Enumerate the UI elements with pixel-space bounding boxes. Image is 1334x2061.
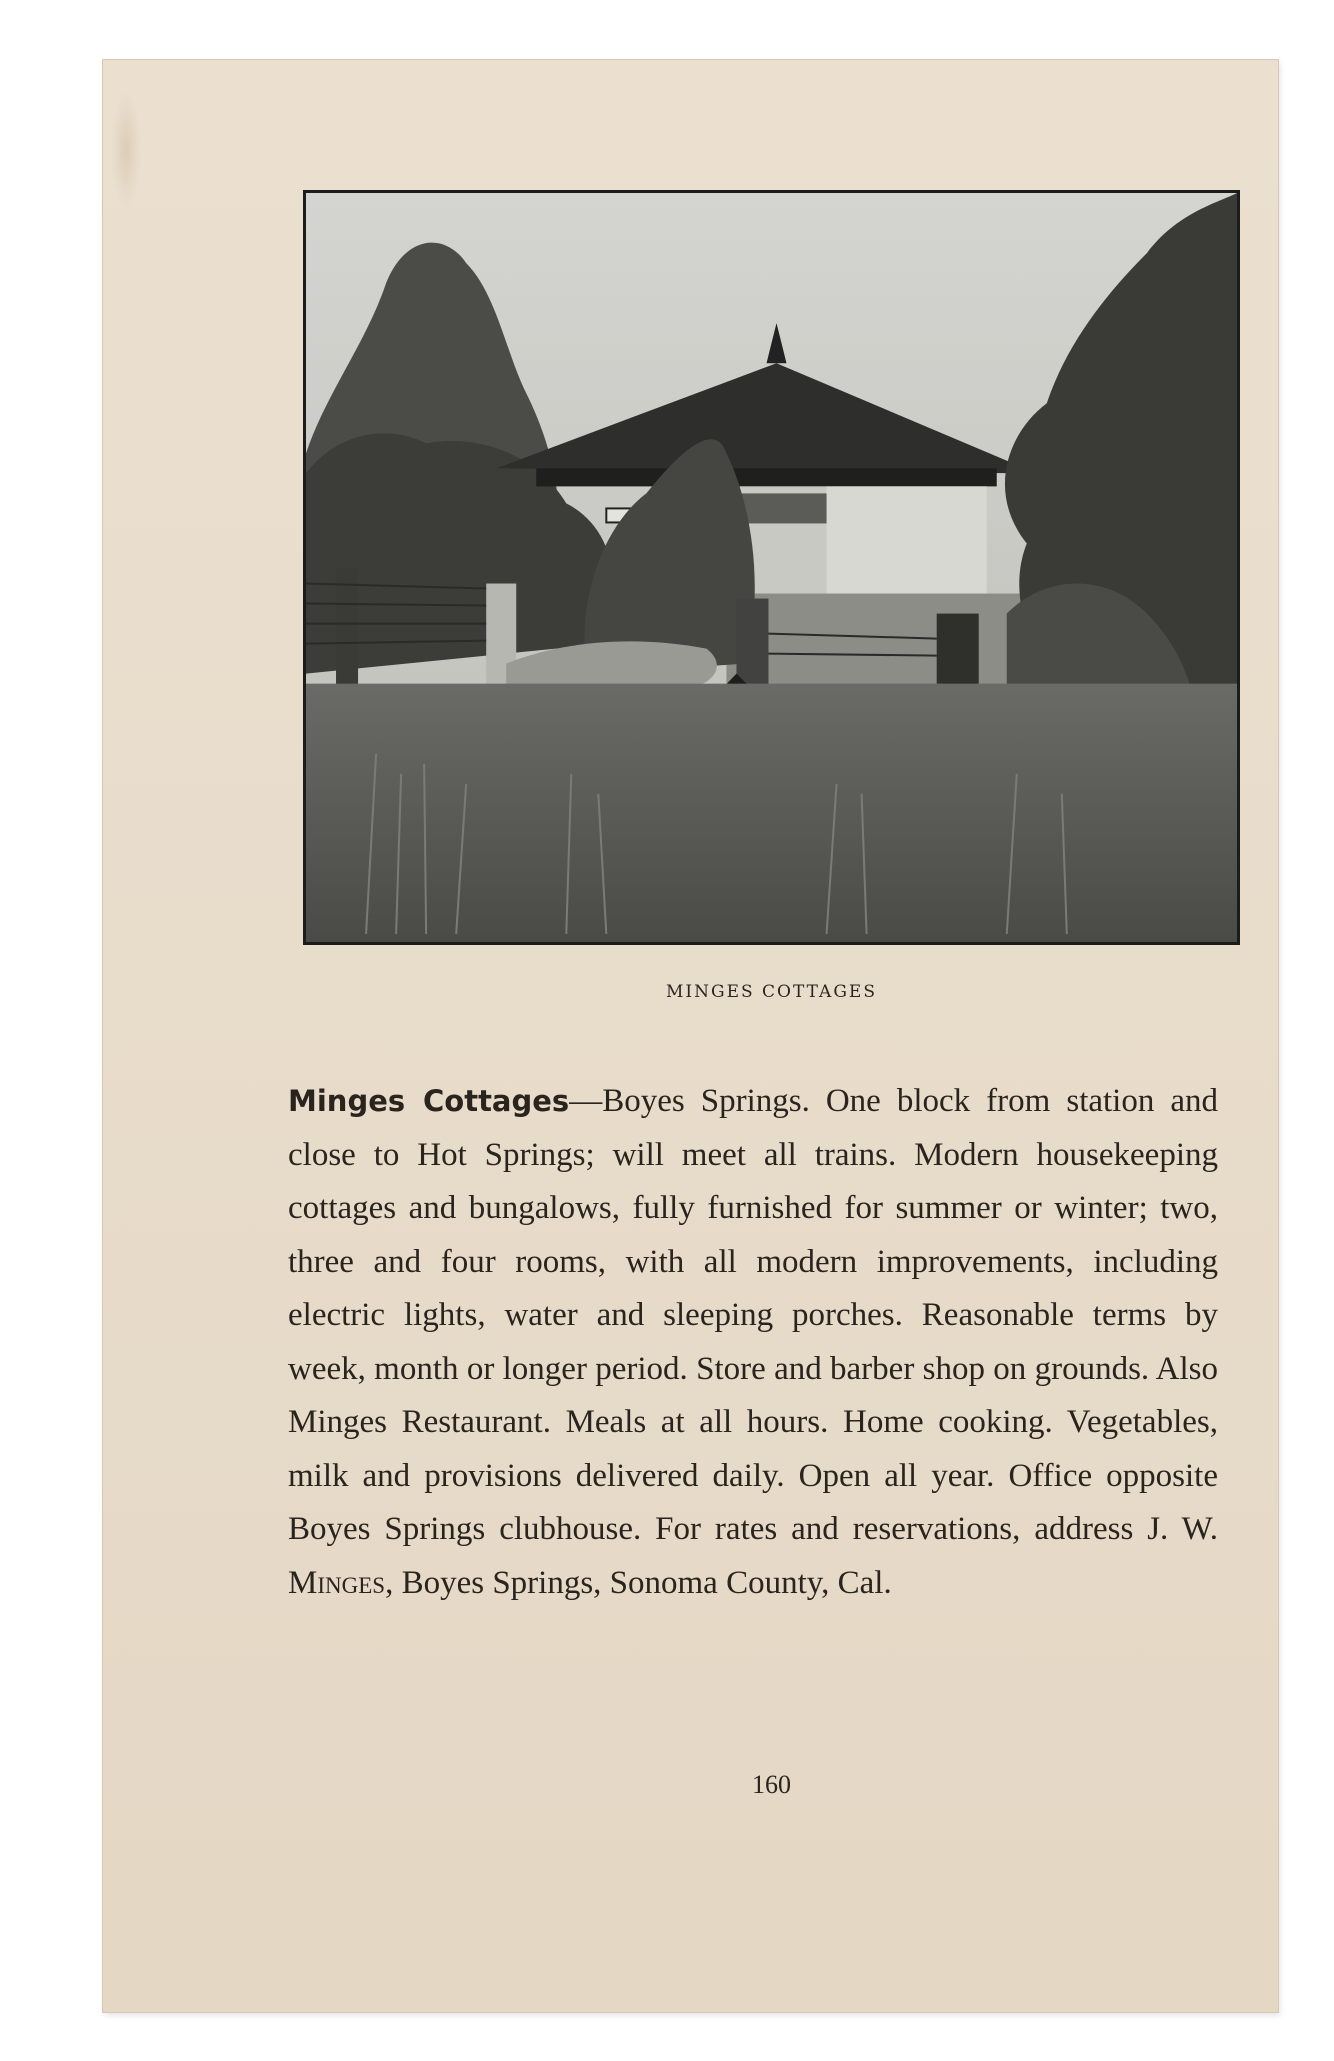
description-text: —Boyes Springs. One block from station and close to Hot Springs; will meet all trains. Modern housekeeping cottages and bungalows, fully furnished for summer or winter; two, three and four rooms, with all modern improvements, including electric lights, water and sleeping porches. Reasonable terms by week, month or longer period. Store and barber shop on grounds. Also Minges Restaurant. Meals at all hours. Home cooking. Vegetables, milk and provisions delivered daily. Open all year. Office opposite Boyes Springs clubhouse. For rates and reservations, address J. W.	[288, 1083, 1219, 1547]
cottage-photograph	[303, 190, 1240, 945]
page-number: 160	[752, 1770, 791, 1799]
cottage-photo-image	[306, 193, 1237, 942]
description-paragraph	[288, 1075, 1218, 1610]
photo-caption: MINGES COTTAGES	[666, 982, 877, 1002]
address-text: , Boyes Springs, Sonoma County, Cal.	[385, 1564, 892, 1601]
proprietor-name: Minges	[288, 1564, 386, 1601]
listing-name: Minges Cottages	[288, 1084, 570, 1118]
